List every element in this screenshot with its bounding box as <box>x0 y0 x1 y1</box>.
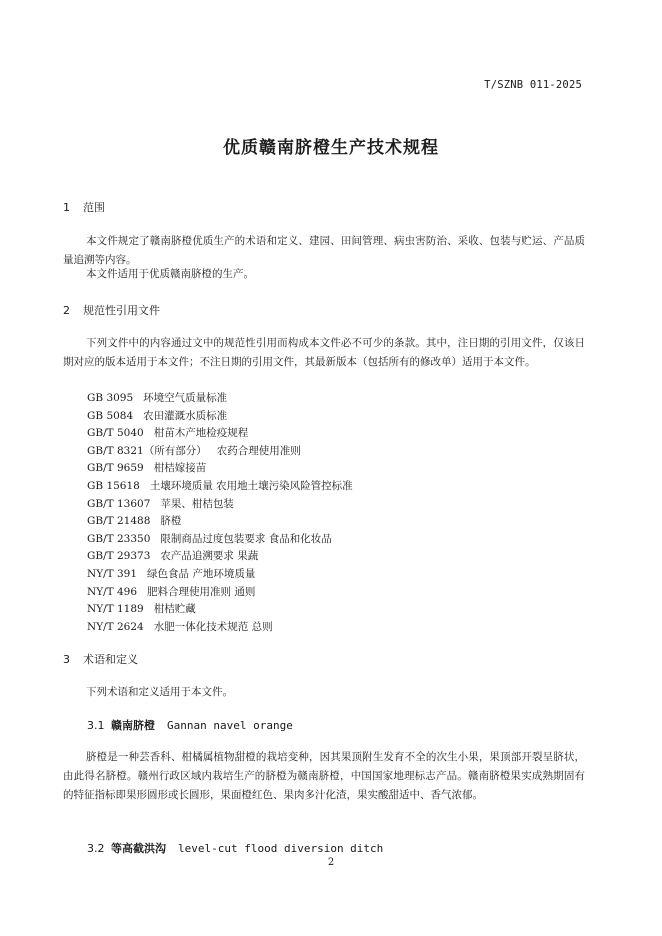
section-heading-scope <box>63 199 105 215</box>
list-item: GB 3095 环境空气质量标准 <box>87 392 228 404</box>
section-title: 规范性引用文件 <box>83 304 160 317</box>
section-title: 范围 <box>83 201 105 214</box>
section-number: 1 <box>63 201 70 214</box>
term-chinese: 等高截洪沟 <box>111 842 166 855</box>
section-heading-normative <box>63 302 160 318</box>
term-english: level-cut flood diversion ditch <box>178 842 384 855</box>
standards-list <box>87 390 353 636</box>
list-item: GB/T 23350 限制商品过度包装要求 食品和化妆品 <box>87 532 332 545</box>
section-title: 术语和定义 <box>83 653 138 666</box>
page-number: 2 <box>327 857 335 868</box>
term-heading-3-1 <box>87 717 293 733</box>
list-item: NY/T 496 肥料合理使用准则 通则 <box>87 585 256 598</box>
terms-intro: 下列术语和定义适用于本文件。 <box>86 686 233 698</box>
list-item: GB 5084 农田灌溉水质标准 <box>87 409 228 422</box>
list-item: GB/T 5040 柑苗木产地检疫规程 <box>87 427 249 440</box>
list-item: GB/T 8321（所有部分） 农药合理使用准则 <box>87 444 301 457</box>
term-number: 3.1 <box>87 719 105 732</box>
section-heading-terms <box>63 651 138 667</box>
section-number: 3 <box>63 653 70 666</box>
scope-paragraph-1: 本文件规定了赣南脐橙优质生产的术语和定义、建园、田间管理、病虫害防治、采收、包装与贮运、产品质量追溯等内容。 <box>63 235 585 266</box>
term-english: Gannan navel orange <box>167 719 293 732</box>
term-definition-3-1: 脐橙是一种芸香科、柑橘属植物甜橙的栽培变种，因其果顶附生发育不全的次生小果，果顶部开裂呈脐状，由此得名脐橙。赣州行政区域内栽培生产的脐橙为赣南脐橙，中国国家地理标志产品。赣南脐橙果实成熟期固有的特征指标即果形圆形或长圆形，果面橙红色、果肉多汁化渣，果实酸甜适中、香气浓郁。 <box>63 751 585 801</box>
list-item: GB/T 29373 农产品追溯要求 果蔬 <box>87 550 259 563</box>
list-item: GB/T 13607 苹果、柑桔包装 <box>87 497 234 510</box>
scope-paragraph-2: 本文件适用于优质赣南脐橙的生产。 <box>86 268 254 280</box>
section-number: 2 <box>63 304 70 317</box>
normative-intro: 下列文件中的内容通过文中的规范性引用而构成本文件必不可少的条款。其中，注日期的引用文件，仅该日期对应的版本适用于本文件；不注日期的引用文件，其最新版本（包括所有的修改单）适用于本文件。 <box>63 337 585 368</box>
list-item: NY/T 391 绿色食品 产地环境质量 <box>87 567 256 580</box>
term-chinese: 赣南脐橙 <box>111 719 155 732</box>
term-number: 3.2 <box>87 842 105 855</box>
term-heading-3-2 <box>87 840 383 856</box>
list-item: GB/T 21488 脐橙 <box>87 515 182 528</box>
document-code: T/SZNB 011-2025 <box>484 79 582 91</box>
list-item: GB/T 9659 柑桔嫁接苗 <box>87 462 207 475</box>
list-item: NY/T 2624 水肥一体化技术规范 总则 <box>87 620 273 633</box>
list-item: GB 15618 土壤环境质量 农用地土壤污染风险管控标准 <box>87 479 353 492</box>
document-title: 优质赣南脐橙生产技术规程 <box>223 138 439 158</box>
list-item: NY/T 1189 柑桔贮藏 <box>87 603 196 616</box>
